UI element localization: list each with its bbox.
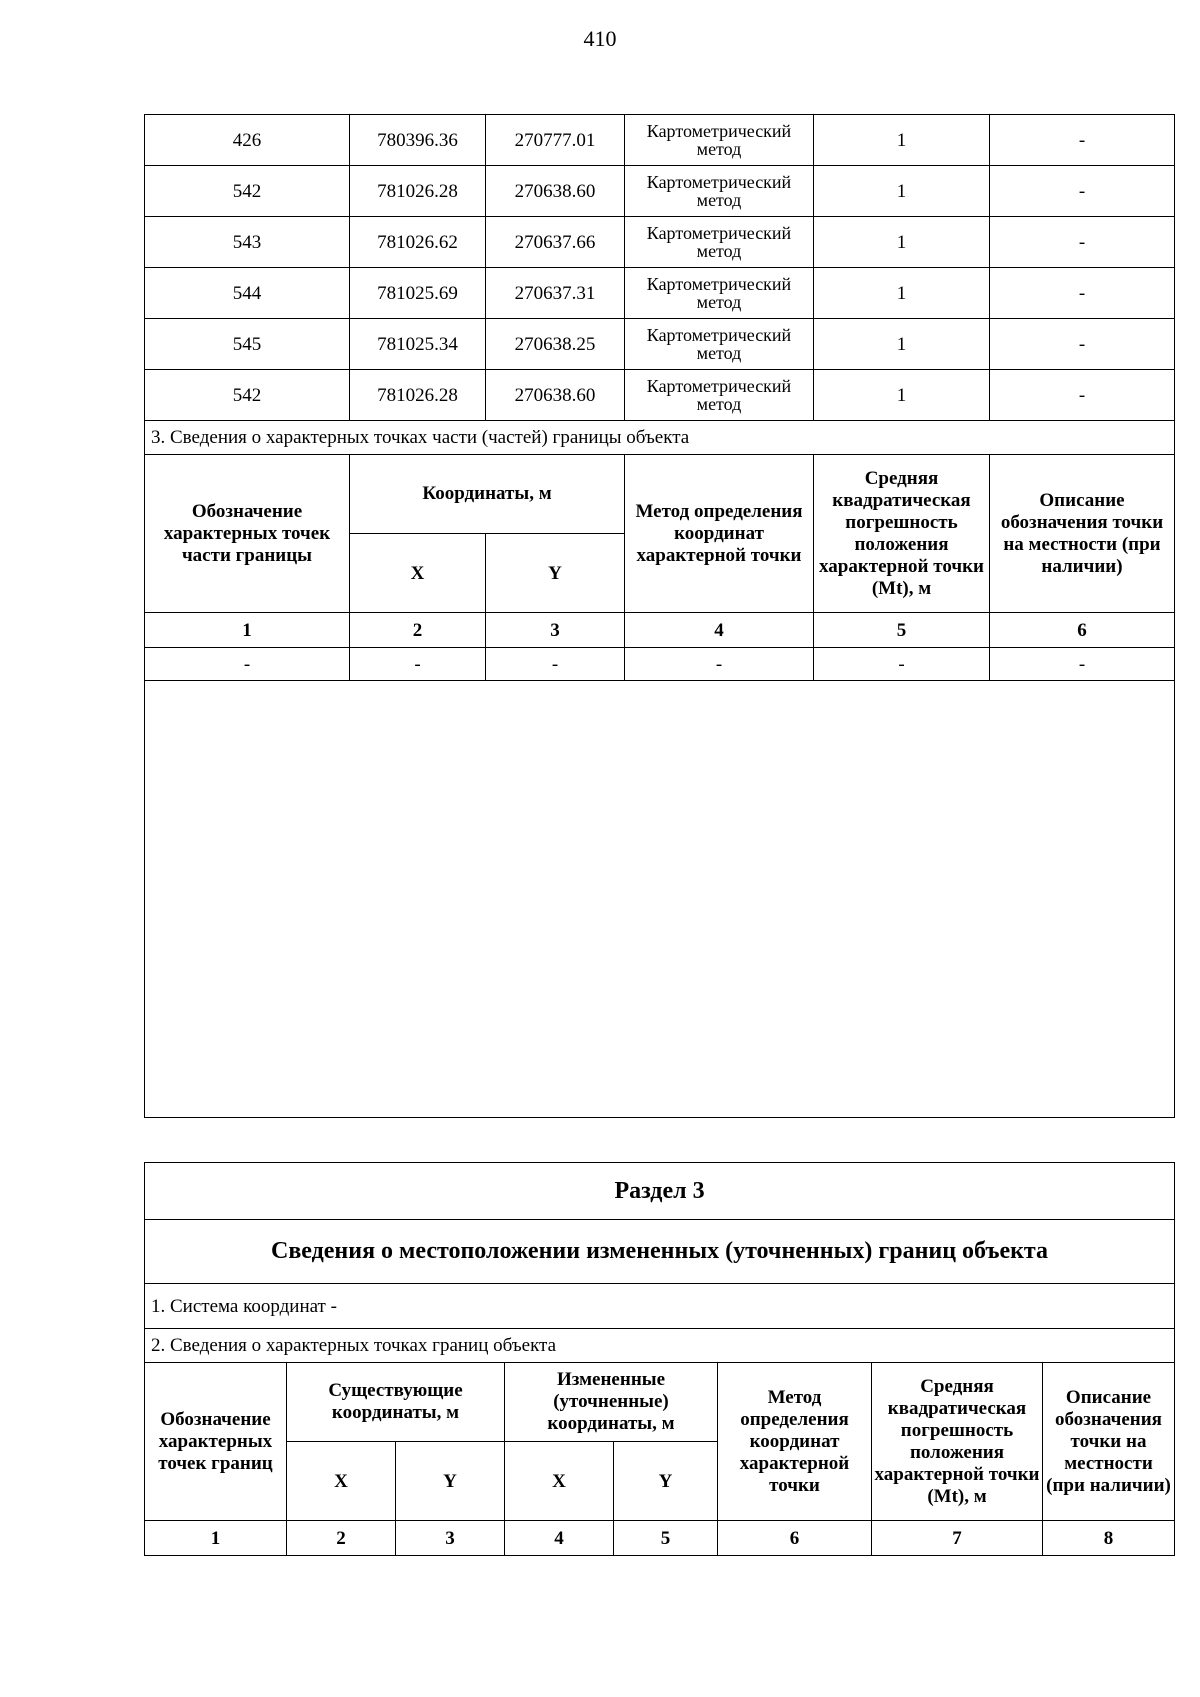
column-number: 5: [814, 613, 990, 648]
empty-cell: -: [990, 648, 1175, 681]
cell-accuracy: 1: [814, 217, 990, 268]
points-heading: 2. Сведения о характерных точках границ объекта: [145, 1329, 1175, 1363]
cell-point: 542: [145, 370, 350, 421]
cell-accuracy: 1: [814, 166, 990, 217]
header-description: Описание обозначения точки на местности (при наличии): [990, 455, 1175, 613]
column-number: 5: [614, 1521, 718, 1556]
method-line-1: Картометрический: [646, 121, 792, 141]
table-row: [145, 166, 1175, 217]
cell-description: -: [990, 268, 1175, 319]
cell-description: -: [990, 319, 1175, 370]
column-number: 3: [486, 613, 625, 648]
header-coordinates: Координаты, м: [350, 455, 625, 534]
blank-area: [145, 681, 1175, 1118]
column-number: 2: [350, 613, 486, 648]
cell-x: 781025.34: [350, 319, 486, 370]
cell-method: [625, 217, 814, 268]
column-number: 6: [990, 613, 1175, 648]
cell-accuracy: 1: [814, 370, 990, 421]
coord-system: 1. Система координат -: [145, 1284, 1175, 1329]
cell-accuracy: 1: [814, 319, 990, 370]
cell-x: 780396.36: [350, 115, 486, 166]
column-number: 2: [287, 1521, 396, 1556]
column-number: 7: [872, 1521, 1043, 1556]
method-line-1: Картометрический: [646, 274, 792, 294]
header-y: Y: [486, 534, 625, 613]
method-line-1: Картометрический: [646, 325, 792, 345]
section-title: Раздел 3: [145, 1163, 1175, 1220]
cell-y: 270637.31: [486, 268, 625, 319]
cell-method: [625, 370, 814, 421]
part-heading: 3. Сведения о характерных точках части (частей) границы объекта: [145, 421, 1175, 455]
cell-x: 781026.28: [350, 166, 486, 217]
method-line-1: Картометрический: [646, 376, 792, 396]
header-designation: Обозначение характерных точек части границы: [145, 455, 350, 613]
cell-y: 270638.25: [486, 319, 625, 370]
page-number: 410: [583, 26, 617, 51]
method-line-2: метод: [696, 139, 742, 159]
cell-accuracy: 1: [814, 115, 990, 166]
header-description: Описание обозначения точки на местности (при наличии): [1043, 1363, 1175, 1521]
column-number: 4: [625, 613, 814, 648]
table-row: [145, 319, 1175, 370]
method-line-2: метод: [696, 394, 742, 414]
column-number: 1: [145, 1521, 287, 1556]
cell-method: [625, 166, 814, 217]
column-numbers-row: [145, 1521, 1175, 1556]
cell-method: [625, 268, 814, 319]
header-designation: Обозначение характерных точек границ: [145, 1363, 287, 1521]
cell-description: -: [990, 370, 1175, 421]
column-numbers-row: [145, 613, 1175, 648]
header-x: X: [505, 1442, 614, 1521]
method-line-1: Картометрический: [646, 172, 792, 192]
column-number: 1: [145, 613, 350, 648]
cell-method: [625, 319, 814, 370]
header-x: X: [287, 1442, 396, 1521]
cell-method: [625, 115, 814, 166]
method-line-1: Картометрический: [646, 223, 792, 243]
cell-x: 781026.28: [350, 370, 486, 421]
cell-x: 781025.69: [350, 268, 486, 319]
section3-table: [144, 1162, 1175, 1556]
blank-cell: [145, 681, 1175, 1118]
header-x: X: [350, 534, 486, 613]
header-accuracy: Средняя квадратическая погрешность положения характерной точки (Mt), м: [872, 1363, 1043, 1521]
table-row: [145, 115, 1175, 166]
header-y: Y: [614, 1442, 718, 1521]
method-line-2: метод: [696, 241, 742, 261]
cell-point: 544: [145, 268, 350, 319]
cell-description: -: [990, 115, 1175, 166]
part-heading-row: [145, 421, 1175, 455]
table-row: [145, 370, 1175, 421]
header-method: Метод определения координат характерной точки: [625, 455, 814, 613]
table-row: [145, 217, 1175, 268]
header-existing: Существующие координаты, м: [287, 1363, 505, 1442]
cell-point: 542: [145, 166, 350, 217]
cell-x: 781026.62: [350, 217, 486, 268]
cell-y: 270638.60: [486, 370, 625, 421]
method-line-2: метод: [696, 190, 742, 210]
header-changed: Измененные (уточненные) координаты, м: [505, 1363, 718, 1442]
header-accuracy: Средняя квадратическая погрешность положения характерной точки (Mt), м: [814, 455, 990, 613]
cell-accuracy: 1: [814, 268, 990, 319]
cell-description: -: [990, 166, 1175, 217]
column-number: 8: [1043, 1521, 1175, 1556]
header-y: Y: [396, 1442, 505, 1521]
empty-cell: -: [486, 648, 625, 681]
cell-point: 543: [145, 217, 350, 268]
empty-cell: -: [814, 648, 990, 681]
cell-description: -: [990, 217, 1175, 268]
method-line-2: метод: [696, 292, 742, 312]
cell-y: 270637.66: [486, 217, 625, 268]
table-row: [145, 268, 1175, 319]
column-number: 3: [396, 1521, 505, 1556]
cell-y: 270777.01: [486, 115, 625, 166]
method-line-2: метод: [696, 343, 742, 363]
cell-point: 426: [145, 115, 350, 166]
empty-row: [145, 648, 1175, 681]
section-subtitle: Сведения о местоположении измененных (уточненных) границ объекта: [145, 1220, 1175, 1284]
column-number: 4: [505, 1521, 614, 1556]
empty-cell: -: [350, 648, 486, 681]
header-method: Метод определения координат характерной точки: [718, 1363, 872, 1521]
empty-cell: -: [625, 648, 814, 681]
cell-point: 545: [145, 319, 350, 370]
boundary-points-table: [144, 114, 1175, 1118]
empty-cell: -: [145, 648, 350, 681]
cell-y: 270638.60: [486, 166, 625, 217]
column-number: 6: [718, 1521, 872, 1556]
